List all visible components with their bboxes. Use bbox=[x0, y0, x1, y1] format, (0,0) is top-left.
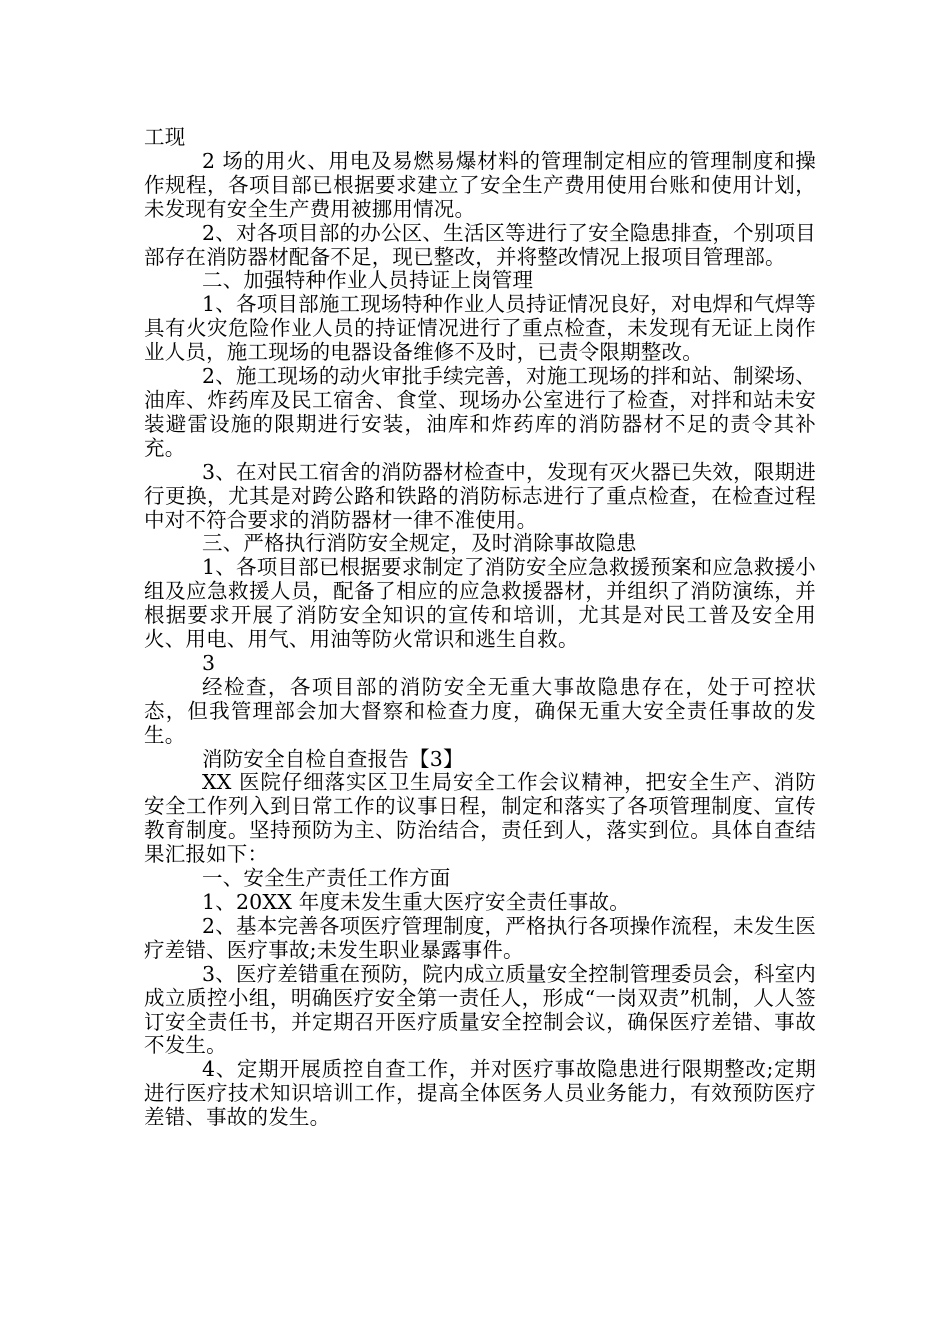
section-heading-3: 三、严格执行消防安全规定，及时消除事故隐患 bbox=[202, 531, 637, 556]
section-heading-2: 二、加强特种作业人员持证上岗管理 bbox=[202, 268, 534, 293]
document-page bbox=[144, 126, 816, 1130]
paragraph-17: 4、定期开展质控自查工作，并对医疗事故隐患进行限期整改;定期进行医疗技术知识培训工作，提高全体医务人员业务能力，有效预防医疗差错、事故的发生。 bbox=[144, 1057, 816, 1130]
paragraph-15: 2、基本完善各项医疗管理制度，严格执行各项操作流程，未发生医疗差错、医疗事故;未发生职业暴露事件。 bbox=[144, 913, 816, 962]
report-title: 消防安全自检自查报告【3】 bbox=[202, 746, 464, 771]
paragraph-1: 2 场的用火、用电及易燃易爆材料的管理制定相应的管理制度和操作规程，各项目部已根据要求建立了安全生产费用使用台账和使用计划，未发现有安全生产费用被挪用情况。 bbox=[144, 148, 816, 221]
paragraph-16: 3、医疗差错重在预防，院内成立质量安全控制管理委员会，科室内成立质控小组，明确医疗安全第一责任人，形成“一岗双责”机制，人人签订安全责任书，并定期召开医疗质量安全控制会议，确保医疗差错、事故不发生。 bbox=[144, 961, 816, 1058]
paragraph-10: 经检查，各项目部的消防安全无重大事故隐患存在，处于可控状态，但我管理部会加大督察和检查力度，确保无重大安全责任事故的发生。 bbox=[144, 674, 816, 747]
paragraph-12: XX 医院仔细落实区卫生局安全工作会议精神，把安全生产、消防安全工作列入到日常工作的议事日程，制定和落实了各项管理制度、宣传教育制度。坚持预防为主、防治结合，责任到人，落实到位。具体自查结果汇报如下： bbox=[144, 770, 816, 867]
paragraph-8: 1、各项目部已根据要求制定了消防安全应急救援预案和应急救援小组及应急救援人员，配备了相应的应急救援器材，并组织了消防演练，并根据要求开展了消防安全知识的宣传和培训，尤其是对民工普及安全用火、用电、用气、用油等防火常识和逃生自救。 bbox=[144, 555, 816, 652]
paragraph-14: 1、20XX 年度未发生重大医疗安全责任事故。 bbox=[202, 890, 630, 914]
section-heading-1: 一、安全生产责任工作方面 bbox=[202, 866, 451, 891]
page-number-marker: 3 bbox=[202, 650, 216, 675]
paragraph-5: 2、施工现场的动火审批手续完善，对施工现场的拌和站、制梁场、油库、炸药库及民工宿舍、食堂、现场办公室进行了检查，对拌和站未安装避雷设施的限期进行安装，油库和炸药库的消防器材不足的责令其补充。 bbox=[144, 364, 816, 460]
paragraph-6: 3、在对民工宿舍的消防器材检查中，发现有灭火器已失效，限期进行更换，尤其是对跨公路和铁路的消防标志进行了重点检查，在检查过程中对不符合要求的消防器材一律不准使用。 bbox=[144, 459, 816, 532]
paragraph-2: 2、对各项目部的办公区、生活区等进行了安全隐患排查，个别项目部存在消防器材配备不足，现已整改，并将整改情况上报项目管理部。 bbox=[144, 220, 816, 269]
paragraph-4: 1、各项目部施工现场特种作业人员持证情况良好，对电焊和气焊等具有火灾危险作业人员的持证情况进行了重点检查，未发现有无证上岗作业人员，施工现场的电器设备维修不及时，已责令限期整改。 bbox=[144, 292, 816, 365]
paragraph-0: 工现 bbox=[144, 125, 186, 149]
